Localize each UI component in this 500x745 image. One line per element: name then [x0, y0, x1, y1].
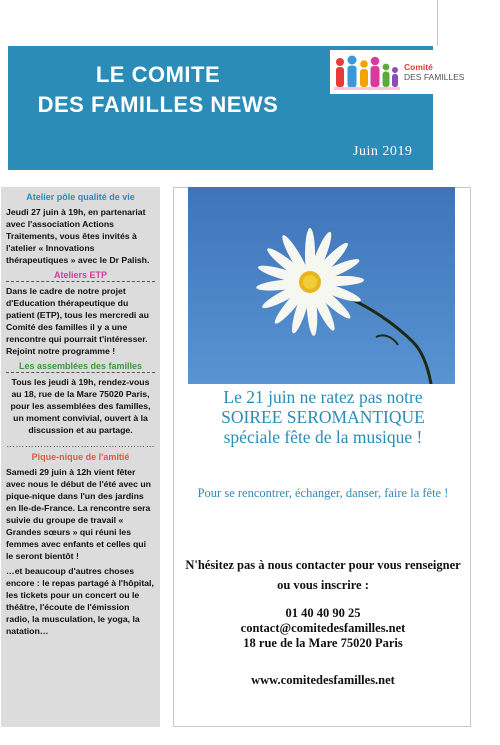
event-subline: Pour se rencontrer, échanger, danser, faire la fête !	[197, 486, 449, 500]
contact-phone: 01 40 40 90 25	[285, 606, 361, 620]
section-title-assemblies: Les assemblées des familles	[6, 360, 155, 373]
section-text-other-activities: …et beaucoup d'autres choses encore : le repas partagé à l'hôpital, les tickets pour un concert ou le théâtre, l'écoute de l'émission radio, la musculation, le yoga, la natation…	[6, 566, 154, 636]
logo-text-comite: Comité	[404, 62, 433, 72]
section-text-quality-of-life: Jeudi 27 juin à 19h, en partenariat avec l'association Actions Traitements, vous êtes invités à l'atelier « Innovations thérapeutiques » avec le Dr Palish.	[6, 207, 150, 265]
events-sidebar	[1, 187, 160, 727]
newsletter-header	[8, 46, 465, 170]
contact-details	[178, 606, 468, 651]
contact-address: 18 rue de la Mare 75020 Paris	[243, 636, 403, 650]
top-divider-line	[437, 0, 438, 46]
daisy-photo	[188, 187, 455, 384]
website-link[interactable]: www.comitedesfamilles.net	[251, 673, 395, 687]
section-title-picnic: Pique-nique de l'amitié	[31, 452, 130, 462]
newsletter-title: LE COMITE DES FAMILLES NEWS	[37, 62, 279, 117]
event-headline: Le 21 juin ne ratez pas notre SOIREE SEROMANTIQUE spéciale fête de la musique !	[221, 387, 425, 447]
section-text-picnic: Samedi 29 juin à 12h vient fêter avec nous le début de l'été avec un pique-nique dans l'un des jardins en Ile-de-France. La rencontre sera suivie du groupe de travail « Grandes sœurs » qui réuni les femmes avec enfants et celles qui le seront bientôt !	[6, 467, 151, 561]
section-text-etp: Dans le cadre de notre projet d'Education thérapeutique du patient (ETP), tous les mercredi au Comité des familles il y a une rencontre qui pourrait t'intéresser. Rejoint notre programme !	[6, 286, 149, 356]
section-title-etp: Ateliers ETP	[6, 269, 155, 282]
section-text-assemblies: Tous les jeudi à 19h, rendez-vous au 18, rue de la Mare 75020 Paris, pour les assemblées des familles, un moment convivial, ouvert à la discussion et au partage.	[10, 377, 151, 435]
contact-email: contact@comitedesfamilles.net	[240, 621, 406, 635]
dotted-separator: …………………………………………	[6, 439, 155, 449]
contact-intro: N'hésitez pas à nous contacter pour vous renseigner ou vous inscrire :	[185, 558, 461, 592]
section-title-quality-of-life: Atelier pôle qualité de vie	[26, 192, 135, 202]
daisy-flower-icon	[188, 187, 455, 384]
comite-des-familles-logo	[330, 50, 470, 94]
issue-date: Juin 2019	[353, 144, 413, 159]
logo-text-des-familles: DES FAMILLES	[404, 72, 465, 82]
